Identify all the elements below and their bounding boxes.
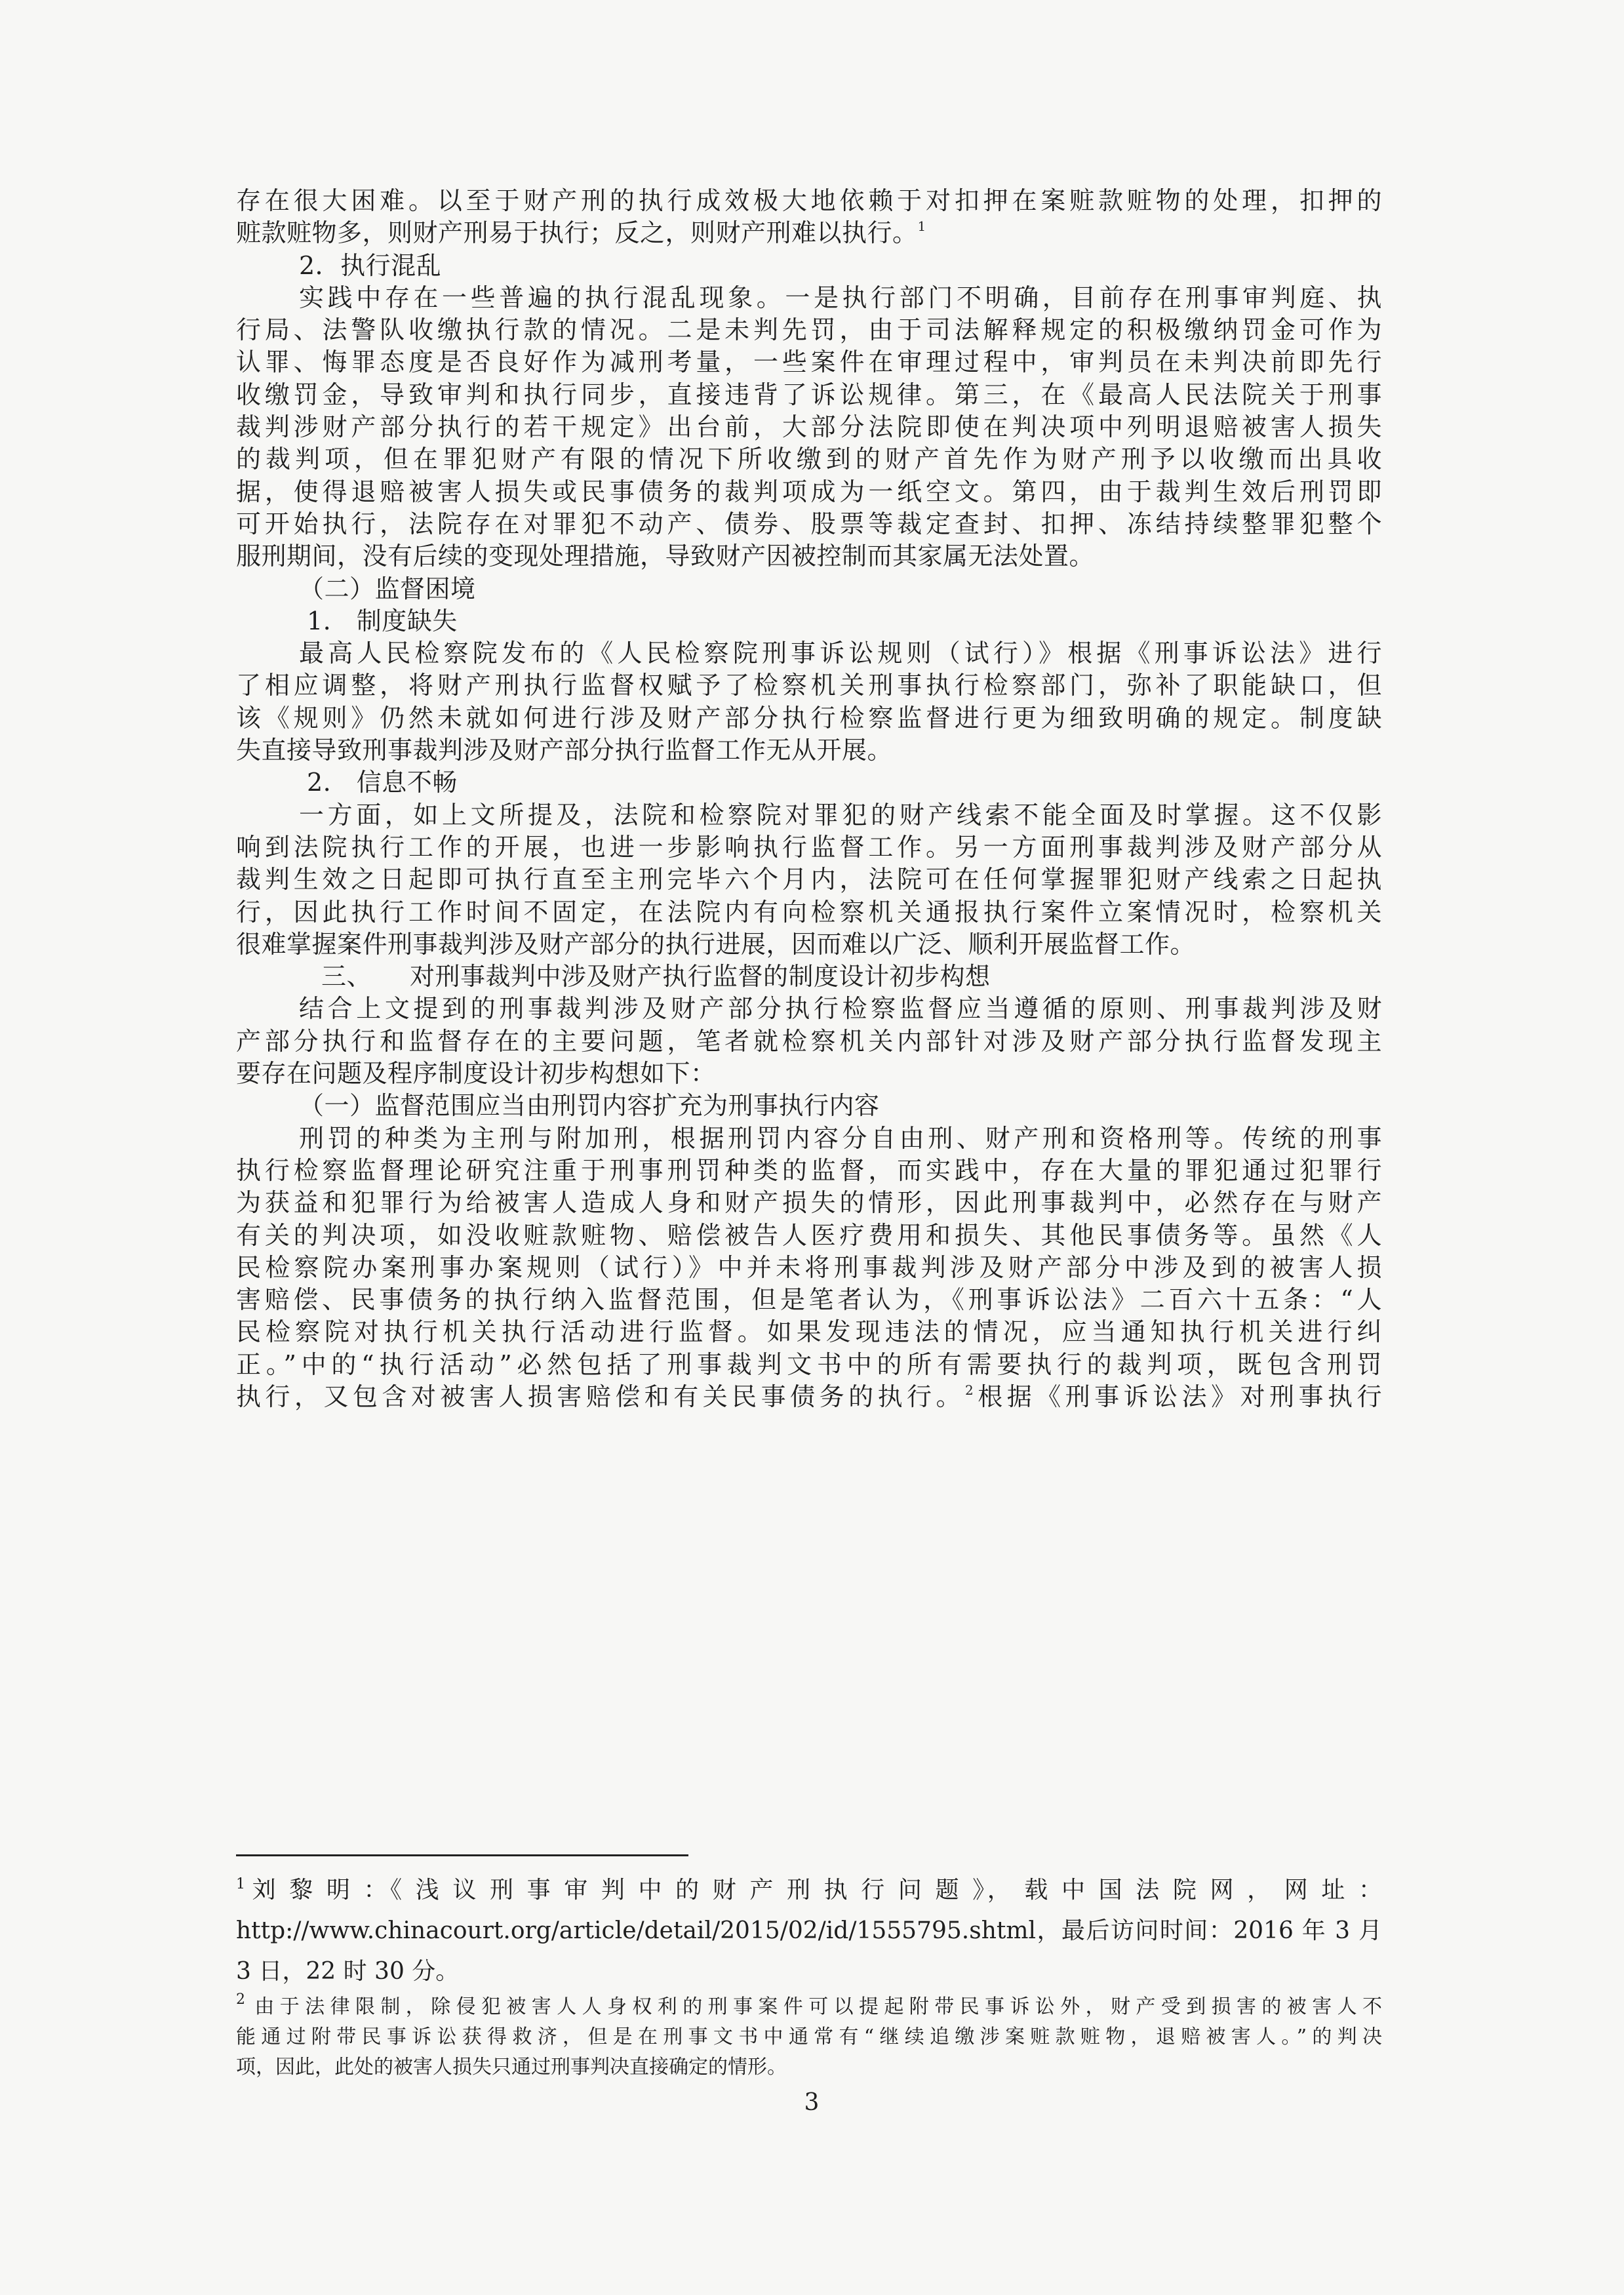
paragraph-line: 行局、法警队收缴执行款的情况。二是未判先罚，由于司法解释规定的积极缴纳罚金可作为 [236,315,1382,345]
body-text [236,185,1382,1413]
footnotes [236,1870,1382,2083]
paragraph-line [236,217,1382,249]
paragraph-line: 为获益和犯罪行为给被害人造成人身和财产损失的情形，因此刑事裁判中，必然存在与财产 [236,1188,1382,1218]
footnote-ref-2: 2 [965,1382,974,1398]
footnote-1 [236,1870,1382,1911]
paragraph-line: 执行检察监督理论研究注重于刑事刑罚种类的监督，而实践中，存在大量的罪犯通过犯罪行 [236,1155,1382,1185]
section-heading: （一）监督范围应当由刑罚内容扩充为刑事执行内容 [299,1091,880,1121]
paragraph-line: 一方面，如上文所提及，法院和检察院对罪犯的财产线索不能全面及时掌握。这不仅影 [299,800,1382,829]
paragraph-line: 实践中存在一些普遍的执行混乱现象。一是执行部门不明确，目前存在刑事审判庭、执 [299,283,1382,312]
paragraph-line: 服刑期间，没有后续的变现处理措施，导致财产因被控制而其家属无法处置。 [236,542,1095,571]
footnote-text: 刘 黎 明 ：《 浅 议 刑 事 审 判 中 的 财 产 刑 执 行 问 题 》， 载 中 国 法 院 网 ， 网 址 ： [249,1877,1382,1904]
page-number: 3 [804,2089,820,2116]
paragraph-line: 要存在问题及程序制度设计初步构想如下： [236,1059,716,1088]
paragraph-line: 裁判生效之日起即可执行直至主刑完毕六个月内，法院可在任何掌握罪犯财产线索之日起执 [236,865,1382,894]
paragraph-line: 民检察院对执行机关执行活动进行监督。如果发现违法的情况，应当通知执行机关进行纠 [236,1317,1382,1347]
paragraph-line: 产部分执行和监督存在的主要问题，笔者就检察机关内部针对涉及财产部分执行监督发现主 [236,1026,1382,1056]
paragraph-line: 失直接导致刑事裁判涉及财产部分执行监督工作无从开展。 [236,736,893,765]
footnote-2-line: 项，因此，此处的被害人损失只通过刑事判决直接确定的情形。 [236,2056,787,2079]
section-heading: 1. 制度缺失 [307,606,458,635]
paragraph-line: 了相应调整，将财产刑执行监督权赋予了检察机关刑事执行检察部门，弥补了职能缺口，但 [236,671,1382,700]
footnote-separator [236,1854,688,1856]
footnote-1-line: 3 日，22 时 30 分。 [236,1958,460,1985]
paragraph-line: 该《规则》仍然未就如何进行涉及财产部分执行检察监督进行更为细致明确的规定。制度缺 [236,703,1382,732]
paragraph-line: 响到法院执行工作的开展，也进一步影响执行监督工作。另一方面刑事裁判涉及财产部分从 [236,832,1382,862]
section-heading: 2. 信息不畅 [307,768,458,797]
footnote-2 [236,1992,1382,2022]
footnote-1-line: http://www.chinacourt.org/article/detail/2015/02/id/1555795.shtml，最后访问时间：2016 年 3 月 [236,1917,1382,1944]
paragraph-line: 收缴罚金，导致审判和执行同步，直接违背了诉讼规律。第三，在《最高人民法院关于刑事 [236,380,1382,409]
section-heading: 三、 对刑事裁判中涉及财产执行监督的制度设计初步构想 [321,962,991,991]
footnote-2-line: 能通过附带民事诉讼获得救济，但是在刑事文书中通常有“继续追缴涉案赃款赃物，退赔被害人。”的判决 [236,2026,1382,2048]
paragraph-line [236,1381,1382,1413]
footnote-marker: 2 [236,1992,245,2008]
paragraph-line: 害赔偿、民事债务的执行纳入监督范围，但是笔者认为，《刑事诉讼法》二百六十五条：“人 [236,1285,1382,1315]
footnote-ref-1: 1 [917,218,926,235]
paragraph-line: 民检察院办案刑事办案规则（试行）》中并未将刑事裁判涉及财产部分中涉及到的被害人损 [236,1252,1382,1282]
paragraph-line: 认罪、悔罪态度是否良好作为减刑考量，一些案件在审理过程中，审判员在未判决前即先行 [236,348,1382,377]
paragraph-line: 的裁判项，但在罪犯财产有限的情况下所收缴到的财产首先作为财产刑予以收缴而出具收 [236,445,1382,474]
paragraph-line-text: 执行，又包含对被害人损害赔偿和有关民事债务的执行。 [236,1382,966,1411]
paragraph-line-text: 赃款赃物多，则财产刑易于执行；反之，则财产刑难以执行。 [236,218,918,248]
footnote-marker: 1 [236,1876,245,1892]
paragraph-line: 可开始执行，法院存在对罪犯不动产、债券、股票等裁定查封、扣押、冻结持续整罪犯整个 [236,509,1382,538]
footnote-text: 由于法律限制，除侵犯被害人人身权利的刑事案件可以提起附带民事诉讼外，财产受到损害的被害人不 [249,1995,1382,2018]
paragraph-line: 据，使得退赔被害人损失或民事债务的裁判项成为一纸空文。第四，由于裁判生效后刑罚即 [236,477,1382,506]
paragraph-line: 结合上文提到的刑事裁判涉及财产部分执行检察监督应当遵循的原则、刑事裁判涉及财 [299,994,1382,1024]
paragraph-line: 刑罚的种类为主刑与附加刑，根据刑罚内容分自由刑、财产刑和资格刑等。传统的刑事 [299,1123,1382,1153]
paragraph-line: 最高人民检察院发布的《人民检察院刑事诉讼规则（试行）》根据《刑事诉讼法》进行 [299,639,1382,668]
paragraph-line: 正。”中的“执行活动”必然包括了刑事裁判文书中的所有需要执行的裁判项，既包含刑罚 [236,1349,1382,1379]
paragraph-line: 存在很大困难。以至于财产刑的执行成效极大地依赖于对扣押在案赃款赃物的处理，扣押的 [236,186,1382,215]
paragraph-line: 裁判涉财产部分执行的若干规定》出台前，大部分法院即使在判决项中列明退赔被害人损失 [236,412,1382,442]
paragraph-line: 很难掌握案件刑事裁判涉及财产部分的执行进展，因而难以广泛、顺利开展监督工作。 [236,929,1196,959]
section-heading: 2．执行混乱 [299,250,442,280]
paragraph-line-text: 根据《刑事诉讼法》对刑事执行 [974,1382,1382,1411]
section-heading: （二）监督困境 [299,574,476,603]
paragraph-line: 有关的判决项，如没收赃款赃物、赔偿被告人医疗费用和损失、其他民事债务等。虽然《人 [236,1220,1382,1250]
paragraph-line: 行，因此执行工作时间不固定，在法院内有向检察机关通报执行案件立案情况时，检察机关 [236,897,1382,927]
